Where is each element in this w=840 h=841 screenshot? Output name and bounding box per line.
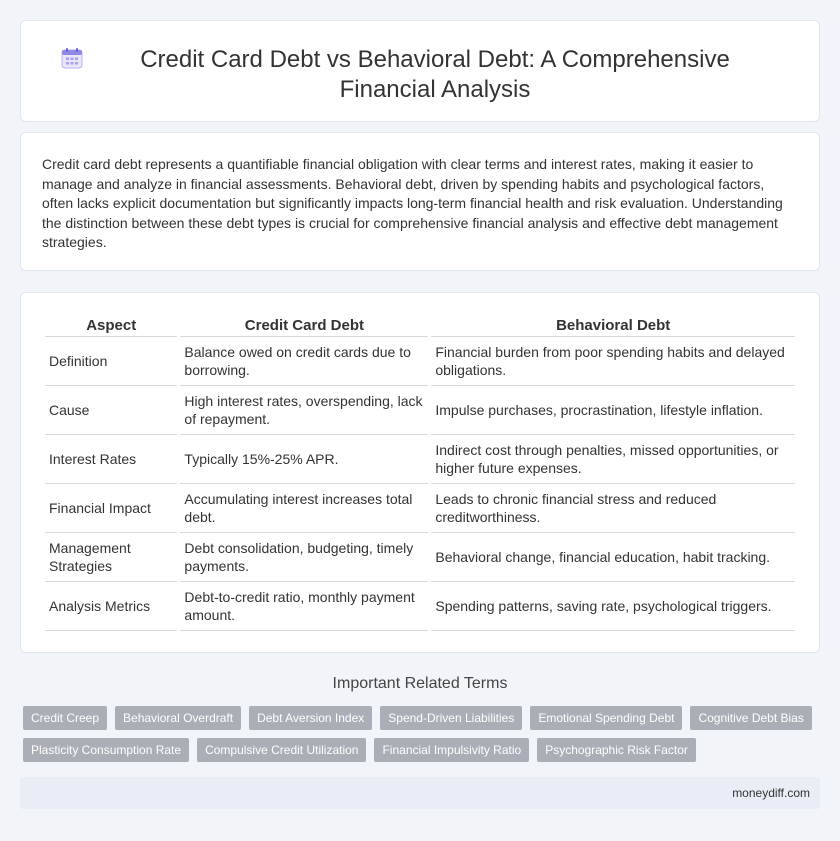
tag-behavioral-overdraft[interactable]: Behavioral Overdraft [115,706,241,730]
row-behavioral: Financial burden from poor spending habits and delayed obligations. [431,337,795,386]
row-behavioral: Spending patterns, saving rate, psychological triggers. [431,582,795,631]
row-credit-card: Typically 15%-25% APR. [180,435,428,484]
row-aspect: Cause [45,386,177,435]
row-credit-card: Debt-to-credit ratio, monthly payment amount. [180,582,428,631]
table-row [45,484,795,533]
table-row [45,582,795,631]
intro-paragraph: Credit card debt represents a quantifiable financial obligation with clear terms and interest rates, making it easier to manage and analyze in financial assessments. Behavioral debt, driven by spending habits and psychological factors, often lacks explicit documentation but significantly impacts long-term financial health and risk evaluation. Understanding the distinction between these debt types is crucial for comprehensive financial analysis and effective debt management strategies. [42,156,783,250]
row-credit-card: Debt consolidation, budgeting, timely payments. [180,533,428,582]
tag-spend-driven-liabilities[interactable]: Spend-Driven Liabilities [380,706,522,730]
row-aspect: Interest Rates [45,435,177,484]
row-behavioral: Leads to chronic financial stress and reduced creditworthiness. [431,484,795,533]
table-row [45,533,795,582]
title-card [20,20,820,122]
footer-site[interactable]: moneydiff.com [732,786,810,800]
row-aspect: Management Strategies [45,533,177,582]
table-row [45,435,795,484]
comparison-table [42,315,798,631]
page-title: Credit Card Debt vs Behavioral Debt: A Comprehensive Financial Analysis [140,46,730,103]
header-behavioral-debt: Behavioral Debt [431,315,795,337]
tag-row [23,738,820,762]
tag-emotional-spending-debt[interactable]: Emotional Spending Debt [530,706,682,730]
header-credit-card-debt: Credit Card Debt [180,315,428,337]
tag-debt-aversion-index[interactable]: Debt Aversion Index [249,706,372,730]
row-aspect: Analysis Metrics [45,582,177,631]
header-aspect: Aspect [45,315,177,337]
related-terms-heading: Important Related Terms [332,675,508,692]
row-behavioral: Indirect cost through penalties, missed opportunities, or higher future expenses. [431,435,795,484]
row-aspect: Financial Impact [45,484,177,533]
row-credit-card: High interest rates, overspending, lack of repayment. [180,386,428,435]
row-aspect: Definition [45,337,177,386]
related-terms-list [20,706,820,770]
tag-row [23,706,820,730]
row-credit-card: Accumulating interest increases total debt. [180,484,428,533]
row-credit-card: Balance owed on credit cards due to borrowing. [180,337,428,386]
tag-psychographic-risk-factor[interactable]: Psychographic Risk Factor [537,738,696,762]
row-behavioral: Behavioral change, financial education, habit tracking. [431,533,795,582]
tag-compulsive-credit-utilization[interactable]: Compulsive Credit Utilization [197,738,366,762]
row-behavioral: Impulse purchases, procrastination, lifestyle inflation. [431,386,795,435]
footer [20,777,820,809]
intro-card [20,132,820,271]
tag-credit-creep[interactable]: Credit Creep [23,706,107,730]
tag-financial-impulsivity-ratio[interactable]: Financial Impulsivity Ratio [374,738,529,762]
tag-plasticity-consumption-rate[interactable]: Plasticity Consumption Rate [23,738,189,762]
tag-cognitive-debt-bias[interactable]: Cognitive Debt Bias [690,706,811,730]
comparison-table-card [20,292,820,653]
table-header-row [45,315,795,337]
table-row [45,386,795,435]
table-row [45,337,795,386]
